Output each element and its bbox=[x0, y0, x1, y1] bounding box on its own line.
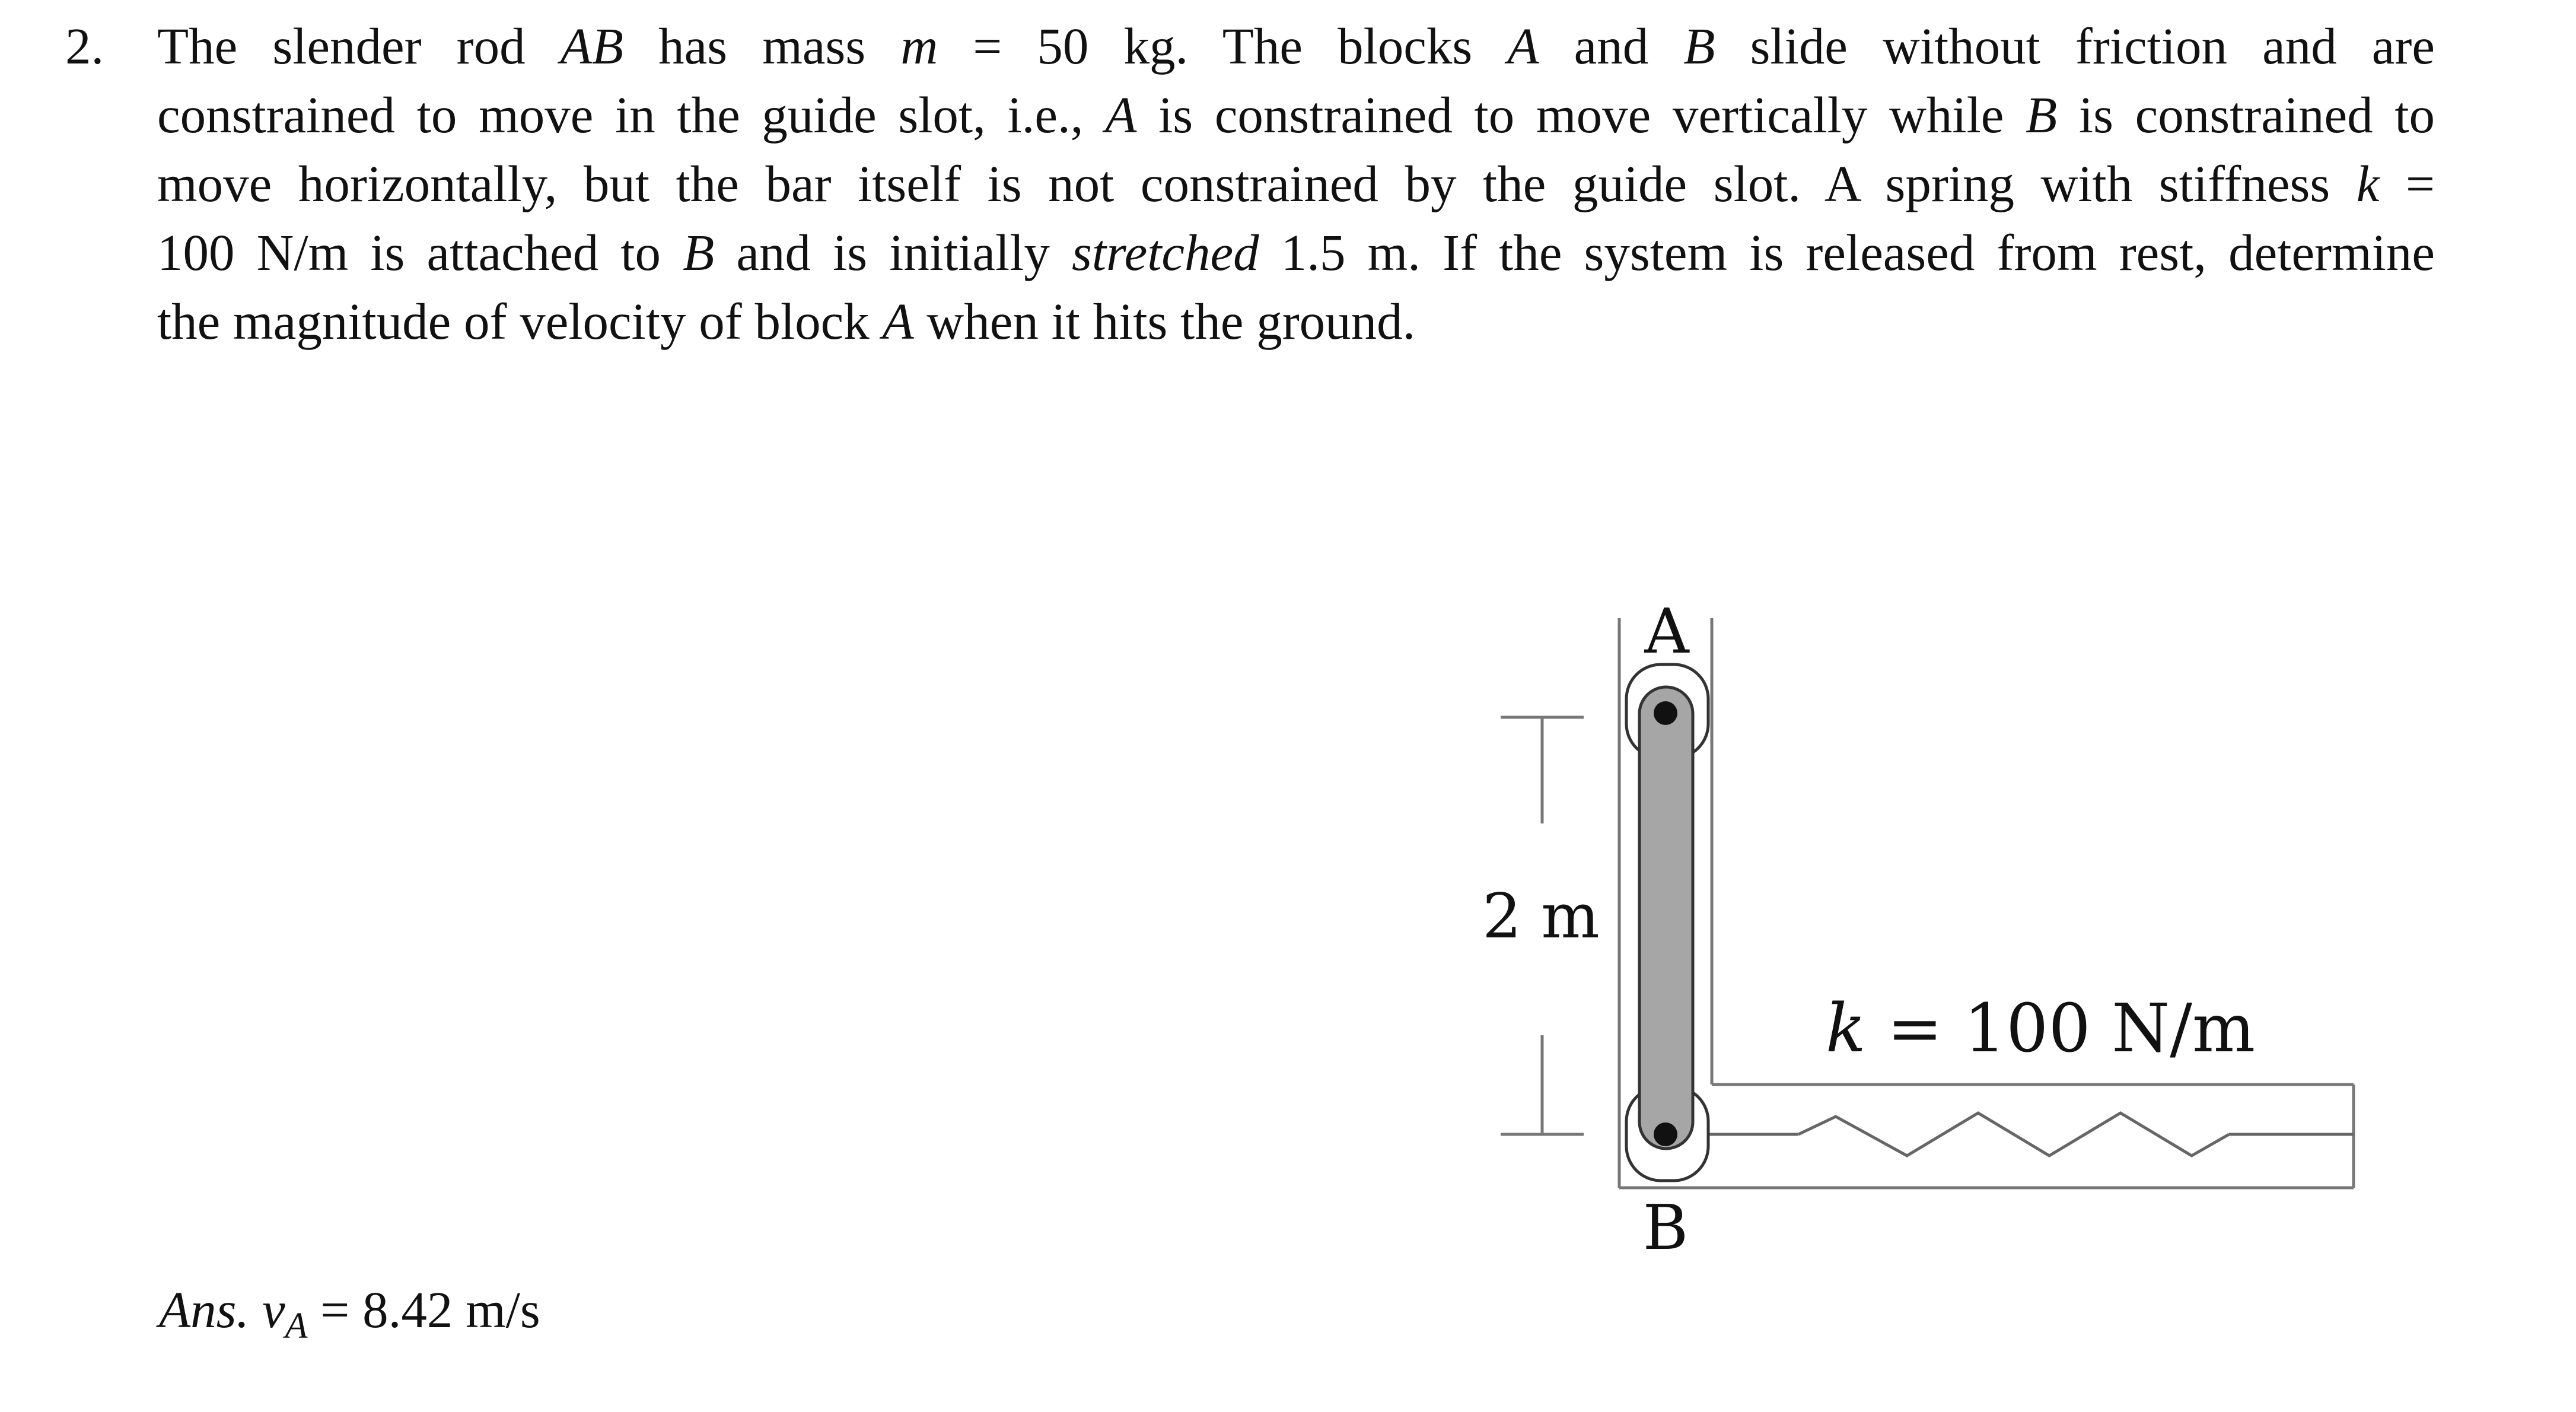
pin-a bbox=[1654, 701, 1677, 725]
problem-line-3: move horizontally, but the bar itself is not constrained by the guide slot. A spring with stiffness k = bbox=[157, 155, 2435, 212]
answer-value: = 8.42 m/s bbox=[307, 1281, 540, 1338]
problem-number: 2. bbox=[65, 17, 104, 75]
problem-line-1: The slender rod AB has mass m = 50 kg. The blocks A and B slide without friction and are bbox=[157, 17, 2435, 75]
answer-variable: $v_A$ bbox=[262, 1281, 308, 1346]
answer bbox=[159, 1276, 540, 1360]
problem-line-4: 100 N/m is attached to B and is initially stretched 1.5 m. If the system is released from rest, determine bbox=[157, 224, 2435, 281]
rod-ab bbox=[1639, 687, 1693, 1149]
spring bbox=[1693, 1113, 2354, 1156]
dimension-label: 2 m bbox=[1482, 880, 1600, 952]
guide-slot bbox=[1619, 618, 2354, 1188]
pin-b bbox=[1654, 1122, 1677, 1146]
spring-coil bbox=[1798, 1113, 2229, 1156]
label-b: B bbox=[1642, 1191, 1689, 1264]
problem-line-2: constrained to move in the guide slot, i.e., A is constrained to move vertically while B is constrained to bbox=[157, 86, 2435, 144]
problem-line-5: the magnitude of velocity of block A when it hits the ground. bbox=[157, 292, 1416, 350]
spring-constant-label: k = 100 N/m bbox=[1826, 990, 2256, 1067]
label-a: A bbox=[1644, 595, 1689, 667]
answer-label: Ans. bbox=[159, 1281, 250, 1338]
